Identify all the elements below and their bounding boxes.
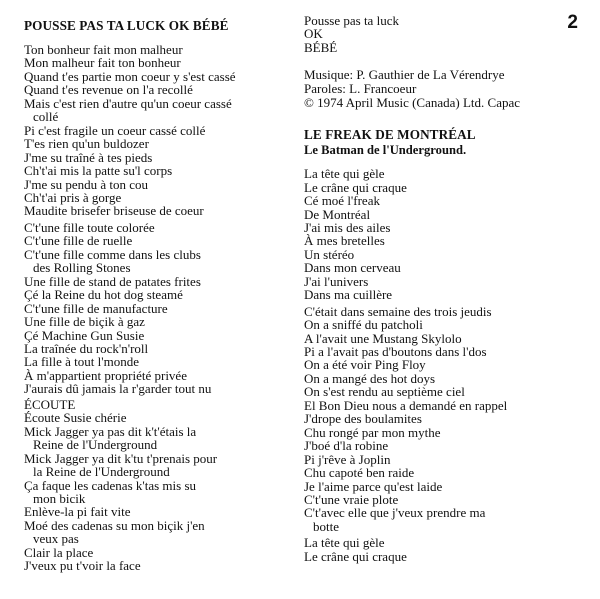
lyric-line: J'ai l'univers — [304, 273, 369, 289]
lyric-line: C't'une fille comme dans les clubs — [24, 246, 201, 262]
lyric-line: T'es rien qu'un buldozer — [24, 136, 149, 152]
lyric-line: Çé la Reine du hot dog steamé — [24, 287, 183, 303]
song2-subtitle: Le Batman de l'Underground. — [304, 143, 467, 158]
lyric-line: Pi c'est fragile un coeur cassé collé — [24, 122, 206, 138]
lyric-line: El Bon Dieu nous a demandé en rappel — [304, 397, 508, 413]
lyric-line: La traînée du rock'n'roll — [24, 340, 149, 356]
lyric-line: On a été voir Ping Floy — [304, 357, 426, 373]
lyric-line: Ton bonheur fait mon malheur — [24, 42, 183, 57]
lyric-line: La tête qui gèle — [304, 535, 385, 551]
copyright-notice: © 1974 April Music (Canada) Ltd. Capac — [304, 94, 521, 110]
lyric-line: C't'avec elle que j'veux prendre ma — [304, 505, 486, 521]
lyrics-credit: Paroles: L. Francoeur — [304, 80, 417, 96]
lyric-line: J'boé d'la robine — [304, 438, 389, 454]
lyric-line: C't'une fille de manufacture — [24, 300, 168, 316]
lyric-line: Mon malheur fait ton bonheur — [24, 55, 181, 71]
lyric-line: Ch't'ai mis la patte su'l corps — [24, 163, 173, 179]
lyric-line: Une fille de stand de patates frites — [24, 273, 201, 289]
lyric-line: La tête qui gèle — [304, 166, 385, 182]
lyric-line: C'était dans semaine des trois jeudis — [304, 303, 492, 319]
lyric-line: À mes bretelles — [304, 233, 385, 249]
lyric-line: Dans ma cuillère — [304, 287, 393, 303]
lyric-line: Moé des cadenas su mon biçik j'en — [24, 517, 205, 533]
lyric-line: J'veux pu t'voir la face — [24, 558, 141, 574]
lyric-line-continued: collé — [33, 109, 59, 125]
lyric-line: Ch't'ai pris à gorge — [24, 189, 122, 205]
lyric-line: La fille à tout l'monde — [24, 354, 139, 370]
lyric-line: Quand t'es revenue on l'a recollé — [24, 82, 193, 98]
lyric-line: J'ai mis des ailes — [304, 219, 391, 235]
lyric-line: Dans mon cerveau — [304, 260, 401, 276]
song1-ending — [304, 14, 574, 54]
lyric-line: Ça faque les cadenas k'tas mis su — [24, 477, 197, 493]
lyric-line: Une fille de biçik à gaz — [24, 314, 145, 330]
lyric-line: On a mangé des hot doys — [304, 370, 436, 386]
right-column — [304, 14, 574, 563]
lyric-line: Mick Jagger ya dit k'tu t'prenais pour — [24, 450, 218, 466]
song1-lyrics — [24, 43, 286, 573]
lyric-line: Un stéréo — [304, 246, 355, 262]
lyric-line: On a sniffé du patcholi — [304, 317, 423, 333]
lyric-line: Quand t'es partie mon coeur y s'est cassé — [24, 68, 236, 84]
lyric-line: C't'une fille de ruelle — [24, 233, 133, 249]
left-column — [24, 18, 286, 573]
song-credits — [304, 68, 574, 109]
lyric-line: Maudite brisefer briseuse de coeur — [24, 203, 204, 219]
lyric-line: Mick Jagger ya pas dit k't'étais la — [24, 423, 197, 439]
lyric-line: J'drope des boulamites — [304, 411, 422, 427]
lyric-line: BÉBÉ — [304, 39, 338, 55]
lyric-line-continued: des Rolling Stones — [33, 260, 131, 276]
lyric-line: Çé Machine Gun Susie — [24, 327, 145, 343]
song2-title: LE FREAK DE MONTRÉAL — [304, 127, 476, 143]
page-number: 2 — [567, 12, 578, 33]
lyric-line: Je l'aime parce qu'est laide — [304, 478, 443, 494]
lyric-line: On s'est rendu au septième ciel — [304, 384, 465, 400]
lyric-line-continued: mon bicik — [33, 490, 86, 506]
lyric-line: C't'une vraie plote — [304, 492, 399, 508]
lyric-line: J'me su pendu à ton cou — [24, 176, 149, 192]
lyric-line: De Montréal — [304, 206, 371, 222]
music-credit: Musique: P. Gauthier de La Vérendrye — [304, 67, 505, 83]
lyric-line: Le crâne qui craque — [304, 179, 407, 195]
lyric-line: Pousse pas ta luck — [304, 13, 399, 28]
lyric-line-continued: botte — [313, 518, 339, 534]
lyric-line: Écoute Susie chérie — [24, 410, 127, 426]
lyric-line: Le crâne qui craque — [304, 548, 407, 564]
lyric-line: OK — [304, 26, 323, 42]
lyric-line: C't'une fille toute colorée — [24, 219, 155, 235]
lyric-line: Mais c'est rien d'autre qu'un coeur cassé — [24, 95, 232, 111]
lyric-line: À m'appartient propriété privée — [24, 367, 187, 383]
lyric-line: Pi j'rêve à Joplin — [304, 451, 391, 467]
lyric-line: Chu capoté ben raide — [304, 465, 415, 481]
lyric-line-continued: veux pas — [33, 531, 79, 547]
lyric-line: Chu rongé par mon mythe — [304, 424, 441, 440]
lyric-line: Pi a l'avait pas d'boutons dans l'dos — [304, 344, 487, 360]
lyric-line: Clair la place — [24, 544, 94, 560]
lyric-line-continued: Reine de l'Underground — [33, 437, 158, 453]
lyric-line: Enlève-la pi fait vite — [24, 504, 131, 520]
lyric-line-continued: la Reine de l'Underground — [33, 464, 170, 480]
song1-title: POUSSE PAS TA LUCK OK BÉBÉ — [24, 18, 229, 33]
lyric-line: A l'avait une Mustang Skylolo — [304, 330, 462, 346]
lyric-line: ÉCOUTE — [24, 396, 76, 412]
song2-lyrics — [304, 167, 574, 563]
lyric-line: J'aurais dû jamais la r'garder tout nu — [24, 381, 212, 397]
lyric-line: Cé moé l'freak — [304, 193, 380, 209]
lyric-line: J'me su traîné à tes pieds — [24, 149, 153, 165]
